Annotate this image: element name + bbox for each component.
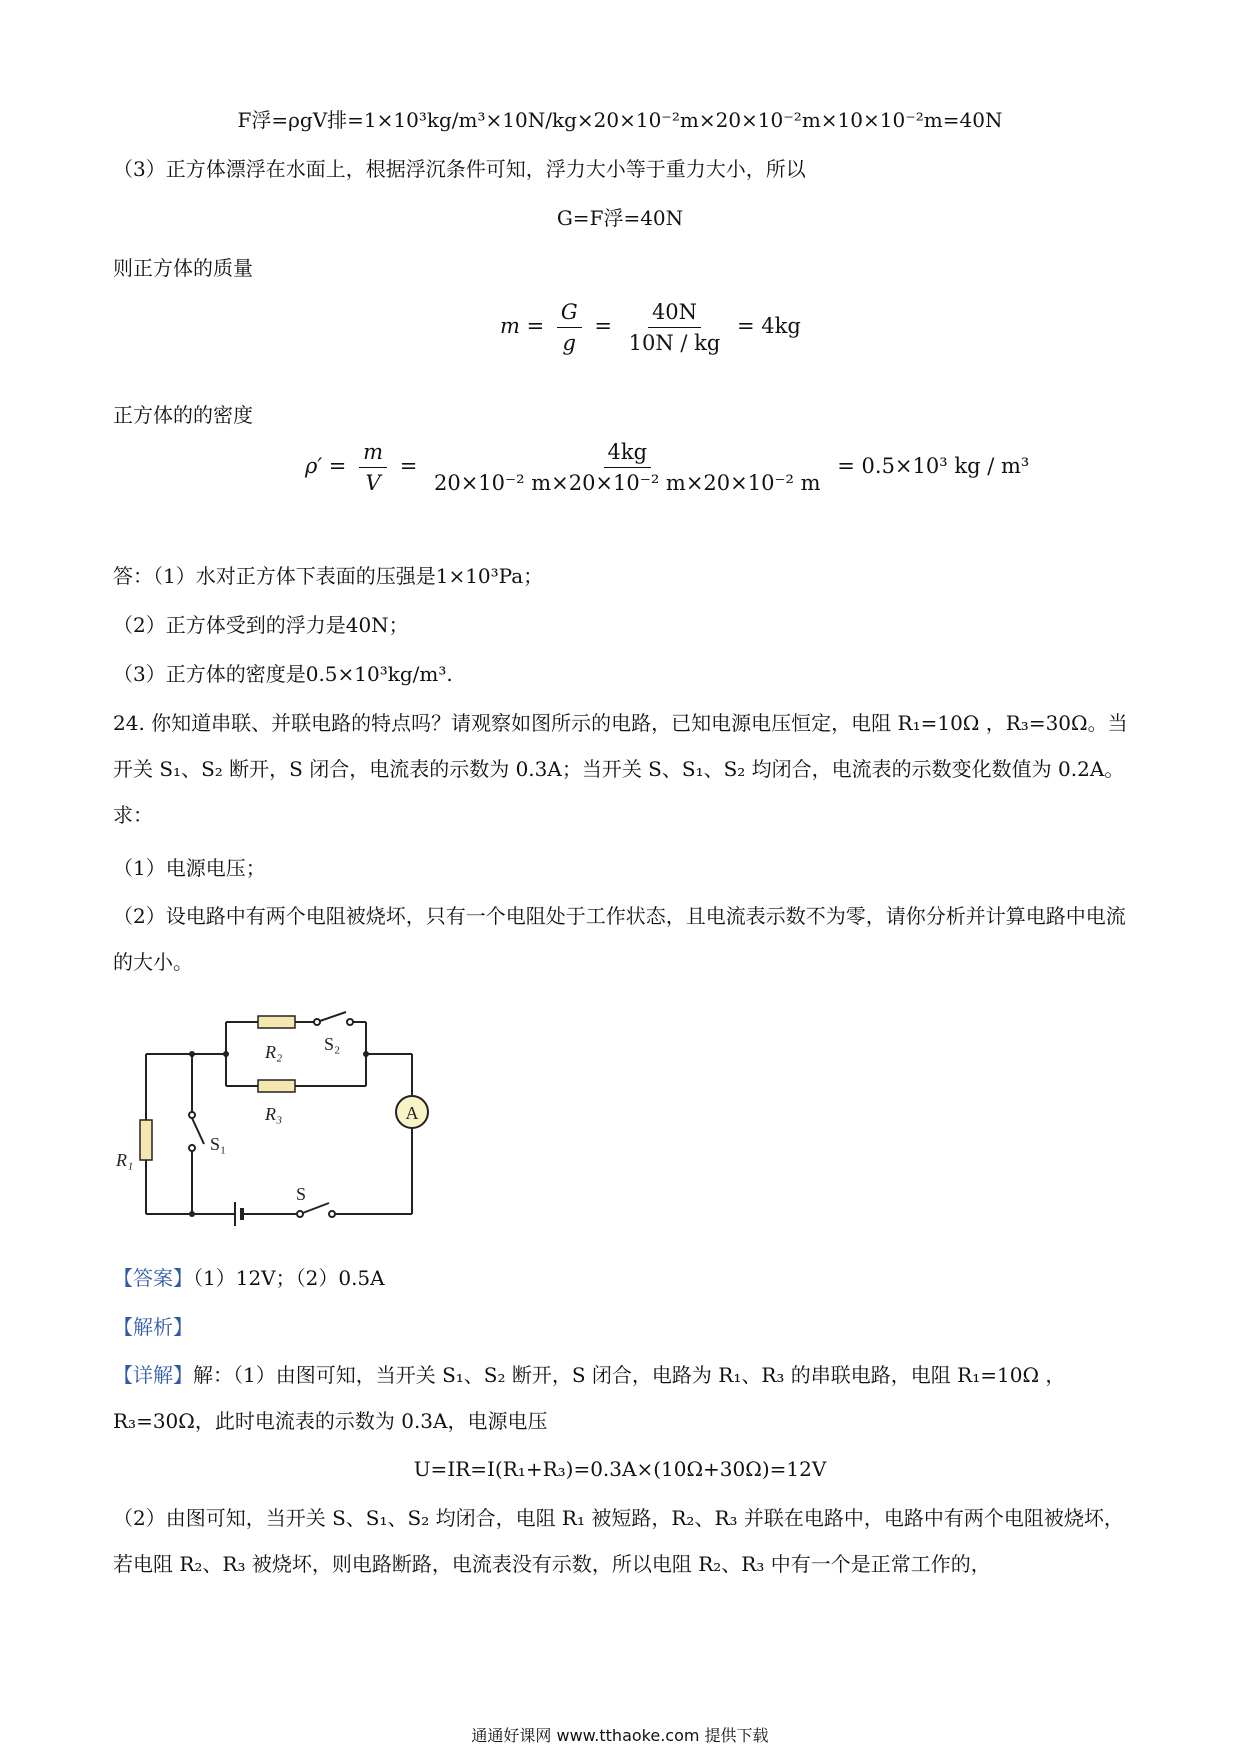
junction-dot xyxy=(363,1051,369,1057)
answer-row xyxy=(113,1264,385,1292)
switch-s2-pivot xyxy=(314,1019,320,1025)
detail-text-1: 解：（1）由图可知，当开关 S₁、S₂ 断开，S 闭合，电路为 R₁、R₃ 的串联电路，电阻 R₁=10Ω ，R₃=30Ω，此时电流表的示数为 0.3A，电源电压 xyxy=(113,1363,1066,1433)
ammeter-label: A xyxy=(405,1103,419,1123)
switch-s2-blade xyxy=(317,1012,346,1022)
circuit-diagram xyxy=(110,1000,450,1230)
switch-s-blade xyxy=(300,1203,329,1214)
junction-dot xyxy=(189,1211,195,1217)
question-24-part2: （2）设电路中有两个电阻被烧坏，只有一个电阻处于工作状态，且电流表示数不为零，请你分析并计算电路中电流的大小。 xyxy=(113,904,1126,974)
switch-s1-blade xyxy=(192,1118,204,1144)
label-r1: R₁ xyxy=(116,1150,134,1170)
question-24: 24. 你知道串联、并联电路的特点吗？请观察如图所示的电路，已知电源电压恒定，电阻 R₁=10Ω ，R₃=30Ω。当开关 S₁、S₂ 断开，S 闭合，电流表的示数为 0.3A；当开关 S、S₁、S₂ 均闭合，电流表的示数变化数值为 0.2A。求： xyxy=(113,711,1128,827)
voltage-equation: U=IR=I(R₁+R₃)=0.3A×(10Ω+30Ω)=12V xyxy=(413,1457,827,1481)
analysis-tag: 【解析】 xyxy=(113,1315,193,1339)
answer-line-3: （3）正方体的密度是0.5×10³kg/m³. xyxy=(113,662,453,686)
switch-s-contact xyxy=(329,1211,335,1217)
question-24-part1: （1）电源电压； xyxy=(113,856,266,880)
label-s2: S₂ xyxy=(324,1034,341,1054)
label-r2: R₂ xyxy=(265,1042,283,1062)
switch-s1-contact xyxy=(189,1112,195,1118)
resistor-r2 xyxy=(258,1016,295,1028)
density-formula: ρ′ = $\frac{m}{V}$ = $\frac{4kg}{\text{20×10⁻² m×20×10⁻² m×20×10⁻² m}}$ = 0.5×10³ kg / m³ xyxy=(305,440,1030,495)
gravity-equation: G=F浮=40N xyxy=(556,206,684,230)
mass-formula: m = $\frac{G}{g}$ = $\frac{40N}{10N / kg}$ = 4kg xyxy=(500,300,801,355)
answer-line-1: 答：（1）水对正方体下表面的压强是1×10³Pa； xyxy=(113,564,544,588)
mass-label: 则正方体的质量 xyxy=(113,256,253,280)
detail-paragraph-1 xyxy=(113,1352,1133,1444)
junction-dot xyxy=(189,1051,195,1057)
junction-dot xyxy=(223,1051,229,1057)
buoyancy-formula: F浮=ρgV排=1×10³kg/m³×10N/kg×20×10⁻²m×20×10⁻²m×10×10⁻²m=40N xyxy=(237,108,1003,132)
label-s: S xyxy=(296,1184,307,1204)
switch-s2-contact xyxy=(347,1019,353,1025)
label-s1: S₁ xyxy=(210,1134,227,1154)
label-r3: R₃ xyxy=(265,1104,283,1124)
switch-s-pivot xyxy=(297,1211,303,1217)
density-label: 正方体的的密度 xyxy=(113,403,253,427)
detail-paragraph-2: （2）由图可知，当开关 S、S₁、S₂ 均闭合，电阻 R₁ 被短路，R₂、R₃ 并联在电路中，电路中有两个电阻被烧坏，若电阻 R₂、R₃ 被烧坏，则电路断路，电流表没有示数，所以电阻 R₂、R₃ 中有一个是正常工作的， xyxy=(113,1506,1124,1576)
answer-line-2: （2）正方体受到的浮力是40N； xyxy=(113,613,409,637)
switch-s1-pivot xyxy=(189,1145,195,1151)
resistor-r1 xyxy=(140,1120,152,1160)
detail-tag: 【详解】 xyxy=(113,1363,193,1387)
resistor-r3 xyxy=(258,1080,295,1092)
answer-tag: 【答案】 xyxy=(113,1266,193,1290)
page-footer: 通通好课网 www.tthaoke.com 提供下载 xyxy=(471,1726,769,1745)
part3-intro: （3）正方体漂浮在水面上，根据浮沉条件可知，浮力大小等于重力大小，所以 xyxy=(113,157,806,181)
answer-text: （1）12V；（2）0.5A xyxy=(193,1266,385,1290)
